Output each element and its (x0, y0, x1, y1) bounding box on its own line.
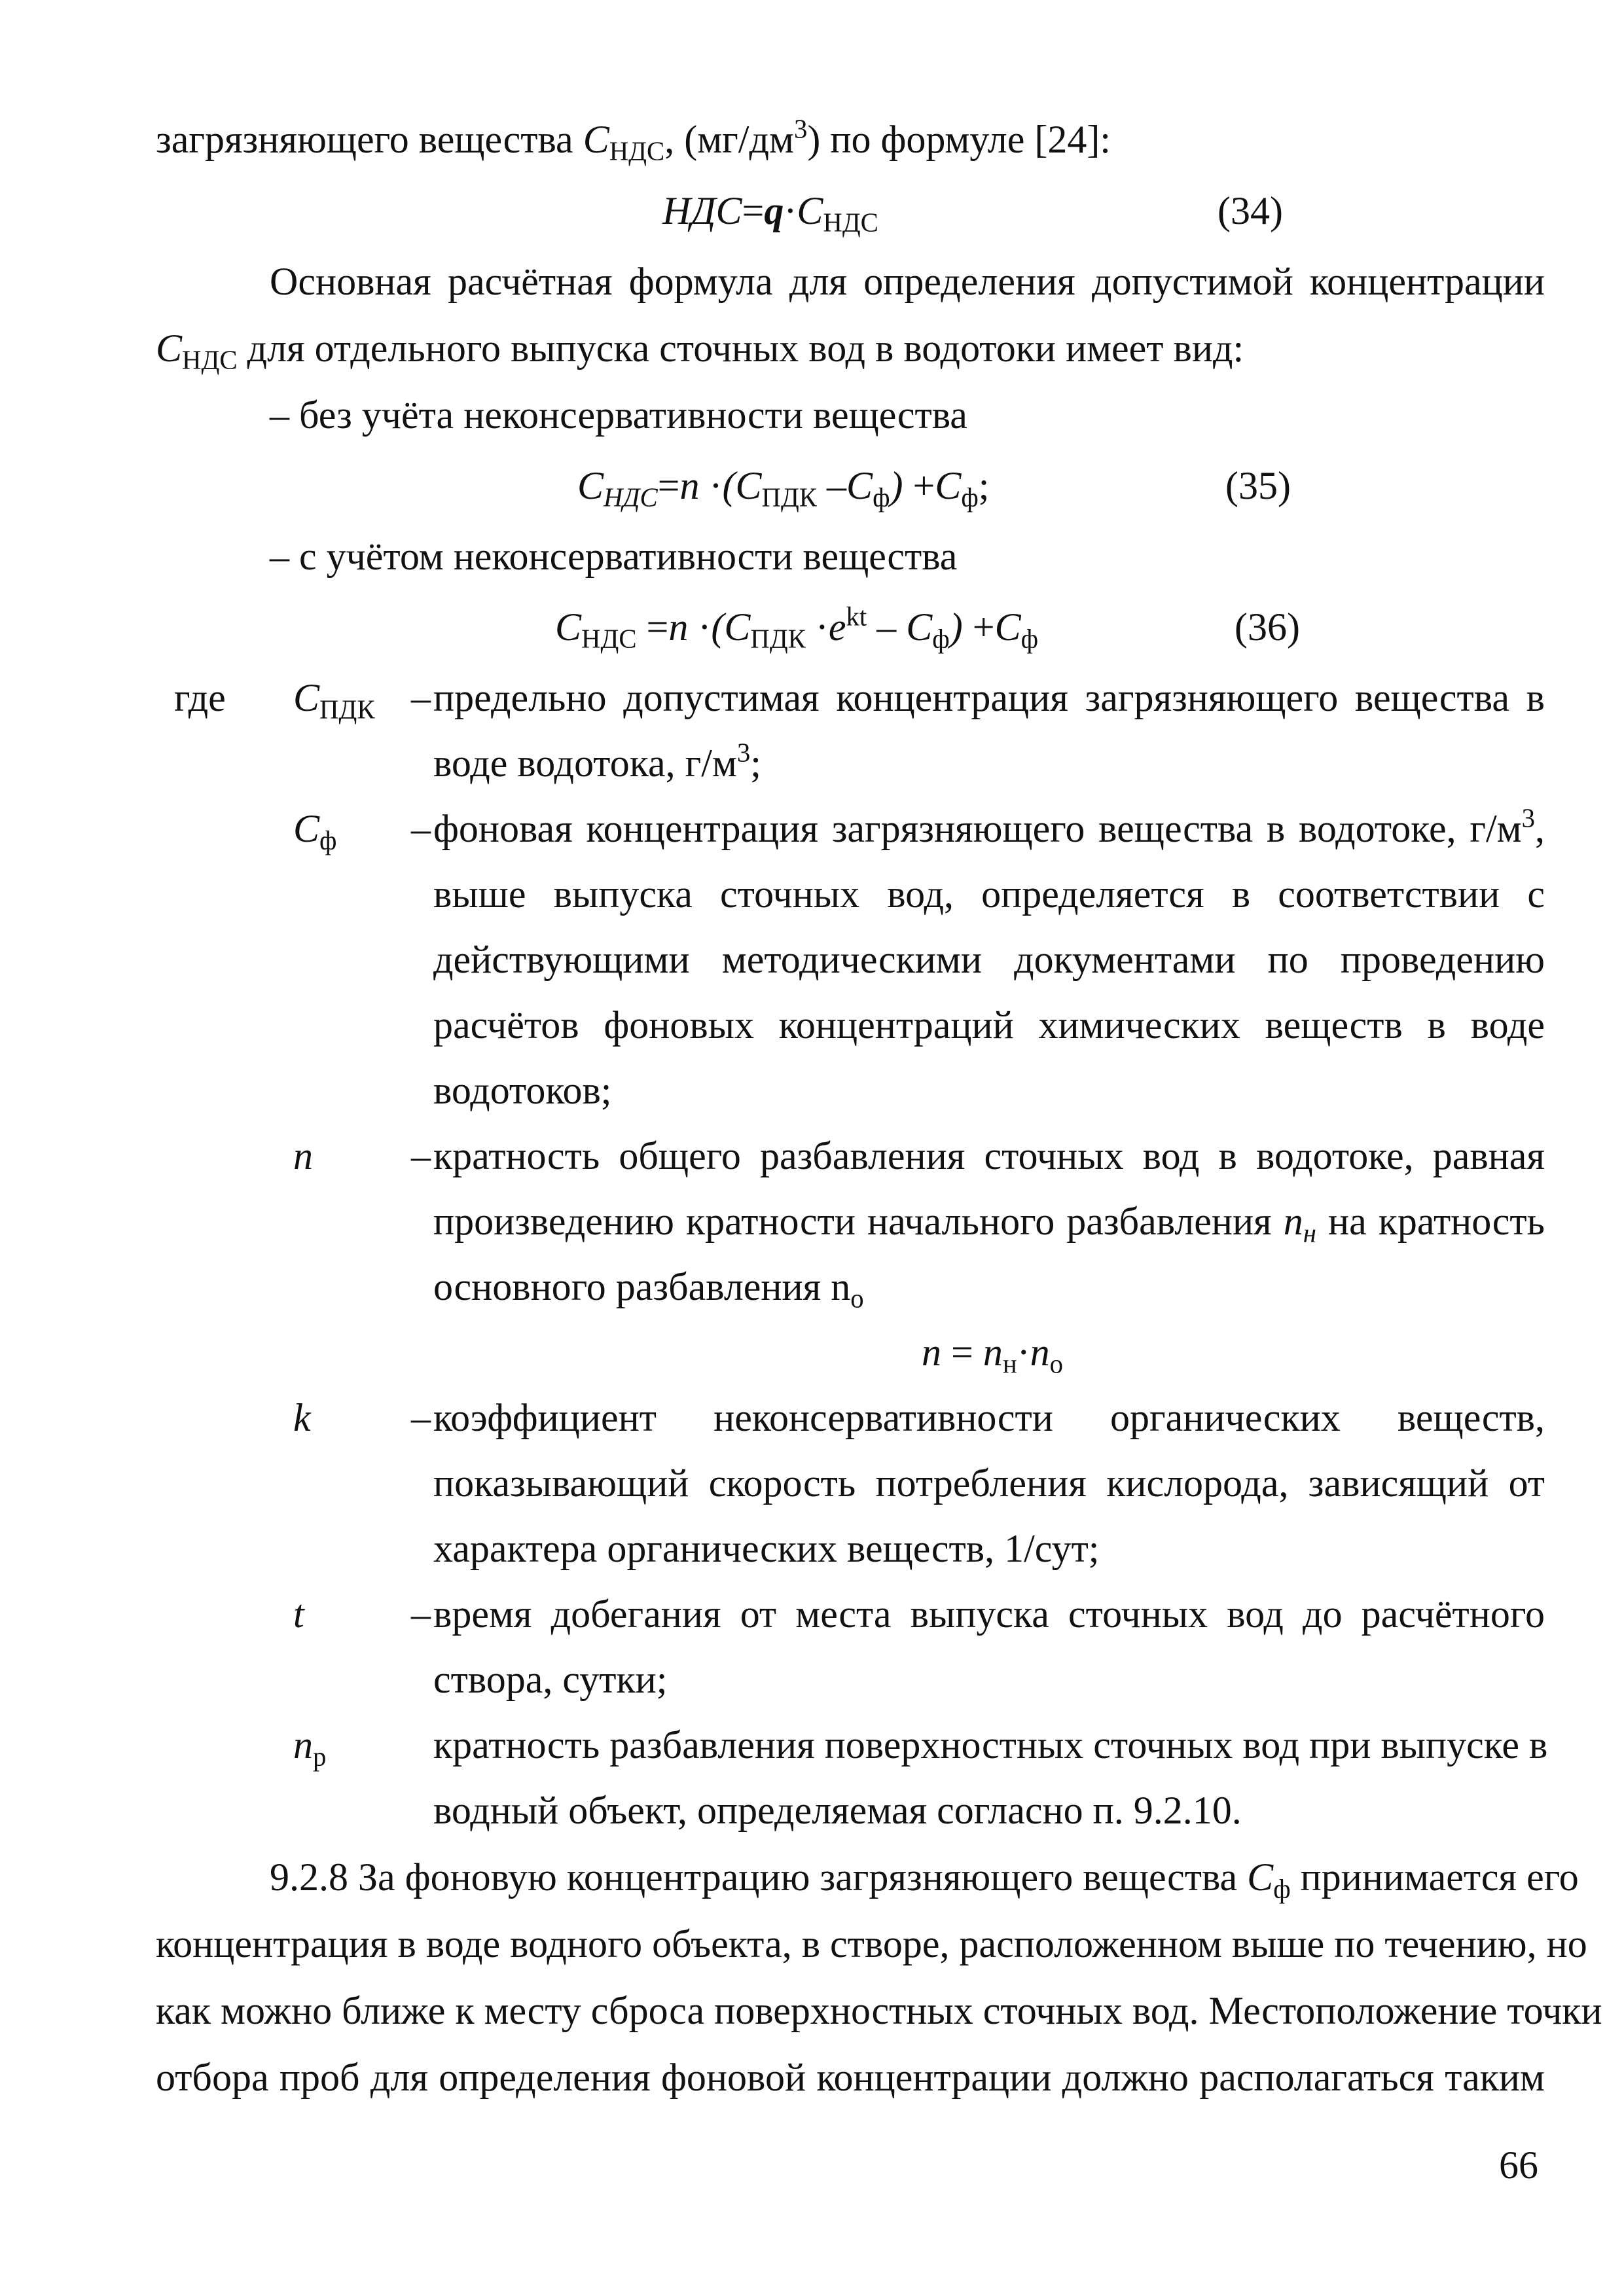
def-sym: t (293, 1592, 304, 1636)
def-text: створа, сутки; (433, 1658, 668, 1701)
list-item-b: – с учётом неконсервативности вещества (270, 535, 958, 578)
def-symbol-n (293, 1136, 313, 1175)
fn-eq: = (941, 1331, 983, 1374)
p928-text: 9.2.8 За фоновую концентрацию загрязняющего вещества (270, 1856, 1248, 1899)
f35-c4-sub: ф (961, 482, 979, 512)
f36-plus: + (962, 605, 995, 649)
fn-n1: n (983, 1331, 1003, 1374)
paragraph-928-line: как можно ближе к месту сброса поверхностных сточных вод. Местоположение точки (156, 1989, 1602, 2032)
intro-line (156, 114, 1111, 166)
def-text-part: основного разбавления n (433, 1265, 851, 1308)
def-text (433, 803, 1545, 850)
intro-text: загрязняющего вещества (156, 118, 583, 161)
f35-dot: · (699, 464, 723, 507)
f34-dot: · (784, 189, 797, 232)
where-label: где (174, 676, 226, 719)
def-sym: k (293, 1396, 311, 1439)
list-item-a: – без учёта неконсервативности вещества (270, 393, 967, 437)
f35-c1: C (577, 464, 604, 507)
f35-close: ) (890, 464, 903, 507)
def-dash: – (411, 807, 431, 850)
f36-c2: C (724, 605, 751, 649)
def-text (433, 738, 761, 785)
f36-c2-sub: ПДК (750, 624, 806, 654)
def-text: действующими методическими документами по проведению (433, 938, 1545, 981)
page-number: 66 (1499, 2144, 1538, 2187)
f34-c-sub: НДС (823, 207, 878, 238)
def-sub: р (313, 1742, 327, 1772)
f35-eq: = (657, 464, 680, 507)
f35-c1-sub: НДС (604, 482, 658, 512)
f36-dot: · (688, 605, 712, 649)
fn-dot: · (1017, 1331, 1030, 1374)
formula-35-number: (35) (1225, 464, 1291, 507)
def-text (433, 1265, 864, 1314)
def-sub: ПДК (319, 694, 375, 725)
def-sup: 3 (1521, 803, 1535, 833)
def-text: выше выпуска сточных вод, определяется в соответствии с (433, 872, 1545, 916)
formula-36-number: (36) (1235, 605, 1300, 649)
f35-c4: C (935, 464, 962, 507)
def-sub: ф (319, 825, 337, 855)
symbol-sub: НДС (182, 345, 238, 375)
f35-minus: – (817, 464, 847, 507)
def-dash: – (411, 1592, 431, 1636)
symbol-c: C (583, 118, 609, 161)
f35-plus: + (903, 464, 935, 507)
def-text-part: ; (750, 742, 761, 785)
f34-q: q (764, 189, 784, 232)
def-text: предельно допустимая концентрация загрязняющего вещества в (433, 676, 1545, 719)
f35-c3-sub: ф (873, 482, 890, 512)
def-n: n (1283, 1200, 1303, 1243)
formula-ref: ) по формуле [24]: (807, 118, 1111, 161)
fn-n1-sub: н (1002, 1349, 1017, 1379)
def-text: водный объект, определяемая согласно п. 9.2.10. (433, 1789, 1242, 1832)
f34-c: C (797, 189, 823, 232)
f36-c1-sub: НДС (581, 624, 637, 654)
def-text-part: , (1535, 807, 1545, 850)
symbol-c: C (156, 327, 183, 370)
symbol-sub: НДС (609, 136, 665, 166)
f36-minus: – (867, 605, 907, 649)
f36-c3: C (906, 605, 933, 649)
f34-lhs: НДС (662, 189, 742, 232)
fn-n: n (922, 1331, 941, 1374)
f36-e-sup: kt (846, 601, 867, 632)
formula-n (922, 1331, 1064, 1379)
unit-sup: 3 (793, 114, 808, 144)
def-text: расчётов фоновых концентраций химических веществ в воде (433, 1003, 1545, 1047)
paragraph-928-line: отбора проб для определения фоновой концентрации должно располагаться таким (156, 2056, 1545, 2099)
def-sub: о (850, 1283, 864, 1314)
formula-35 (577, 464, 990, 512)
def-sym: n (293, 1134, 313, 1177)
p928-text: принимается его (1290, 1856, 1579, 1899)
f35-c2: C (735, 464, 762, 507)
def-text: водотоков; (433, 1069, 612, 1112)
paragraph-text: для отдельного выпуска сточных вод в водотоки имеет вид: (237, 327, 1244, 370)
f34-eq: = (742, 189, 765, 232)
f35-open: ( (722, 464, 736, 507)
def-sym: n (293, 1723, 313, 1767)
f36-eq: = (636, 605, 669, 649)
def-dash: – (411, 676, 431, 719)
paragraph-line (156, 327, 1244, 375)
def-text (433, 1200, 1545, 1248)
def-symbol-np (293, 1723, 327, 1772)
f36-c4: C (994, 605, 1021, 649)
def-text: характера органических веществ, 1/сут; (433, 1527, 1100, 1570)
formula-36 (555, 601, 1039, 654)
def-symbol-k (293, 1398, 311, 1437)
f36-open: ( (711, 605, 725, 649)
def-sym: C (293, 807, 320, 850)
f36-close: ) (949, 605, 963, 649)
formula-34 (662, 189, 878, 238)
p928-c: C (1247, 1856, 1274, 1899)
def-text: показывающий скорость потребления кислорода, зависящий от (433, 1462, 1545, 1505)
fn-n2-sub: о (1049, 1349, 1064, 1379)
formula-34-number: (34) (1218, 189, 1283, 232)
f35-c3: C (846, 464, 873, 507)
def-n-sub: н (1303, 1218, 1316, 1248)
f35-semi: ; (978, 464, 990, 507)
def-dash: – (411, 1134, 431, 1177)
f35-n: n (679, 464, 700, 507)
def-text: время добегания от места выпуска сточных вод до расчётного (433, 1592, 1545, 1636)
paragraph-line: Основная расчётная формула для определения допустимой концентрации (270, 260, 1545, 303)
def-sym: C (293, 676, 320, 719)
def-symbol-cpdk (293, 676, 375, 725)
def-text-part: произведению кратности начального разбавления (433, 1200, 1284, 1243)
f36-n: n (668, 605, 689, 649)
f36-c4-sub: ф (1020, 624, 1039, 654)
f35-c2-sub: ПДК (761, 482, 818, 512)
def-sup: 3 (736, 738, 751, 768)
def-text-part: на кратность (1316, 1200, 1545, 1243)
f36-c1: C (555, 605, 582, 649)
def-text-part: воде водотока, г/м (433, 742, 737, 785)
fn-n2: n (1030, 1331, 1050, 1374)
f36-e: e (828, 605, 846, 649)
paragraph-928-line: концентрация в воде водного объекта, в створе, расположенном выше по течению, но (156, 1922, 1587, 1965)
def-text: кратность общего разбавления сточных вод в водотоке, равная (433, 1134, 1545, 1177)
def-symbol-t (293, 1594, 304, 1634)
unit-text: , (мг/дм (664, 118, 794, 161)
f36-c3-sub: ф (932, 624, 950, 654)
paragraph-928-line (270, 1856, 1579, 1904)
p928-c-sub: ф (1273, 1874, 1291, 1904)
def-text: кратность разбавления поверхностных сточных вод при выпуске в (433, 1723, 1548, 1767)
f36-dot2: · (805, 605, 829, 649)
def-dash: – (411, 1396, 431, 1439)
def-text-part: фоновая концентрация загрязняющего вещества в водотоке, г/м (433, 807, 1522, 850)
def-symbol-cf (293, 807, 337, 855)
def-text: коэффициент неконсервативности органических веществ, (433, 1396, 1545, 1439)
